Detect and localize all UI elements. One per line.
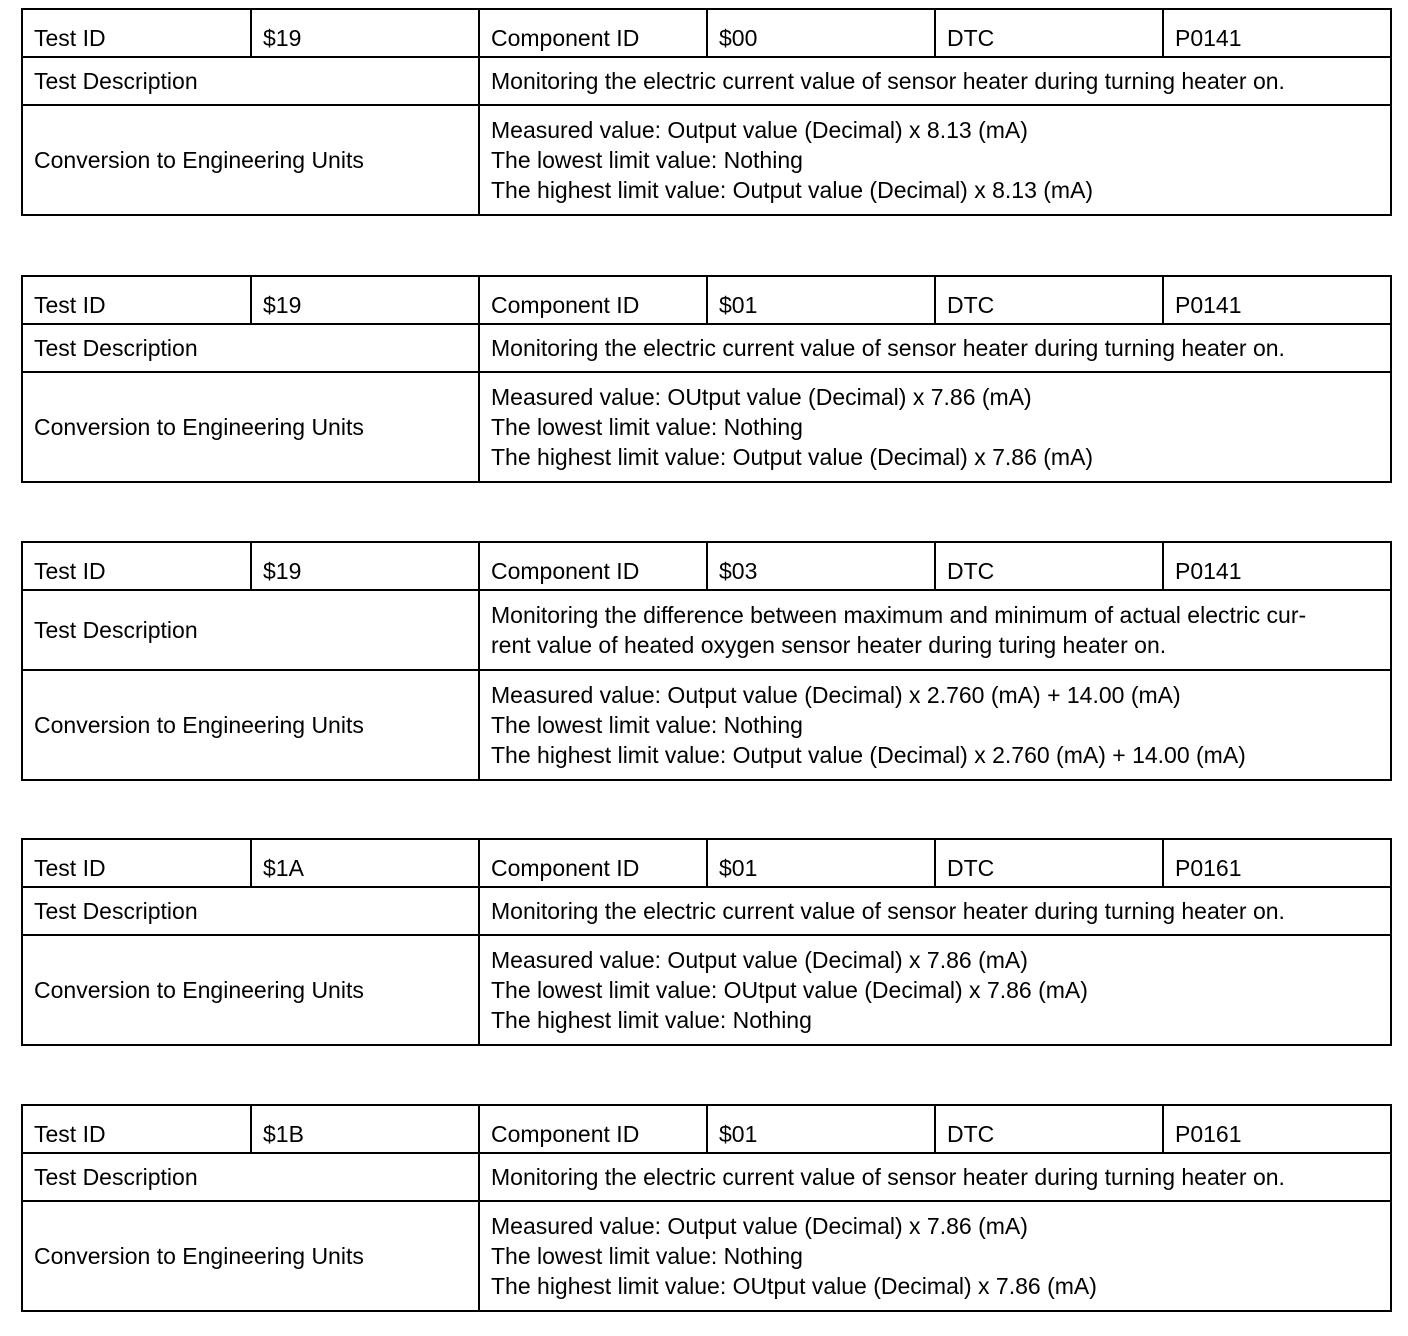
lowest-limit-line: The lowest limit value: Nothing xyxy=(491,147,803,173)
component-id-value: $01 xyxy=(707,1105,935,1153)
dtc-value: P0141 xyxy=(1163,542,1391,590)
conversion-label: Conversion to Engineering Units xyxy=(22,105,479,215)
test-description-label: Test Description xyxy=(22,887,479,935)
dtc-value: P0141 xyxy=(1163,276,1391,324)
lowest-limit-line: The lowest limit value: Nothing xyxy=(491,414,803,440)
conversion-row xyxy=(22,372,1391,482)
component-id-value: $00 xyxy=(707,9,935,57)
conversion-row xyxy=(22,670,1391,780)
description-line: rent value of heated oxygen sensor heater during turing heater on. xyxy=(491,632,1167,658)
description-row xyxy=(22,887,1391,935)
conversion-row xyxy=(22,105,1391,215)
conversion-value xyxy=(479,105,1391,215)
component-id-value: $03 xyxy=(707,542,935,590)
conversion-row xyxy=(22,1201,1391,1311)
description-line: Monitoring the electric current value of sensor heater during turning heater on. xyxy=(491,335,1285,361)
conversion-label: Conversion to Engineering Units xyxy=(22,1201,479,1311)
test-id-value: $19 xyxy=(251,542,479,590)
test-id-label: Test ID xyxy=(22,839,251,887)
test-description-label: Test Description xyxy=(22,1153,479,1201)
component-id-value: $01 xyxy=(707,839,935,887)
test-description-value xyxy=(479,590,1391,670)
spec-table-5 xyxy=(21,1104,1392,1312)
component-id-label: Component ID xyxy=(479,9,707,57)
spec-table-3 xyxy=(21,541,1392,781)
header-row xyxy=(22,1105,1391,1153)
description-line: Monitoring the difference between maximum and minimum of actual electric cur- xyxy=(491,602,1307,628)
dtc-label: DTC xyxy=(935,839,1163,887)
test-description-value xyxy=(479,57,1391,105)
dtc-value: P0161 xyxy=(1163,839,1391,887)
description-row xyxy=(22,1153,1391,1201)
description-row xyxy=(22,57,1391,105)
header-row xyxy=(22,542,1391,590)
header-row xyxy=(22,276,1391,324)
test-id-value: $1A xyxy=(251,839,479,887)
description-row xyxy=(22,590,1391,670)
conversion-value xyxy=(479,372,1391,482)
description-line: Monitoring the electric current value of sensor heater during turning heater on. xyxy=(491,1164,1285,1190)
component-id-value: $01 xyxy=(707,276,935,324)
dtc-label: DTC xyxy=(935,9,1163,57)
highest-limit-line: The highest limit value: Nothing xyxy=(491,1007,812,1033)
component-id-label: Component ID xyxy=(479,1105,707,1153)
component-id-label: Component ID xyxy=(479,542,707,590)
measured-value-line: Measured value: Output value (Decimal) x 8.13 (mA) xyxy=(491,117,1028,143)
test-description-value xyxy=(479,324,1391,372)
lowest-limit-line: The lowest limit value: OUtput value (Decimal) x 7.86 (mA) xyxy=(491,977,1088,1003)
test-description-label: Test Description xyxy=(22,324,479,372)
test-id-label: Test ID xyxy=(22,9,251,57)
dtc-label: DTC xyxy=(935,276,1163,324)
dtc-label: DTC xyxy=(935,1105,1163,1153)
conversion-value xyxy=(479,670,1391,780)
spec-table-2 xyxy=(21,275,1392,483)
measured-value-line: Measured value: Output value (Decimal) x 7.86 (mA) xyxy=(491,947,1028,973)
test-description-value xyxy=(479,1153,1391,1201)
dtc-value: P0161 xyxy=(1163,1105,1391,1153)
test-id-label: Test ID xyxy=(22,276,251,324)
lowest-limit-line: The lowest limit value: Nothing xyxy=(491,1243,803,1269)
highest-limit-line: The highest limit value: OUtput value (Decimal) x 7.86 (mA) xyxy=(491,1273,1097,1299)
lowest-limit-line: The lowest limit value: Nothing xyxy=(491,712,803,738)
header-row xyxy=(22,839,1391,887)
description-line: Monitoring the electric current value of sensor heater during turning heater on. xyxy=(491,68,1285,94)
measured-value-line: Measured value: Output value (Decimal) x 2.760 (mA) + 14.00 (mA) xyxy=(491,682,1181,708)
measured-value-line: Measured value: OUtput value (Decimal) x 7.86 (mA) xyxy=(491,384,1032,410)
conversion-value xyxy=(479,935,1391,1045)
highest-limit-line: The highest limit value: Output value (Decimal) x 8.13 (mA) xyxy=(491,177,1094,203)
header-row xyxy=(22,9,1391,57)
test-id-label: Test ID xyxy=(22,542,251,590)
conversion-label: Conversion to Engineering Units xyxy=(22,670,479,780)
conversion-value xyxy=(479,1201,1391,1311)
test-id-value: $1B xyxy=(251,1105,479,1153)
description-line: Monitoring the electric current value of sensor heater during turning heater on. xyxy=(491,898,1285,924)
conversion-label: Conversion to Engineering Units xyxy=(22,372,479,482)
component-id-label: Component ID xyxy=(479,276,707,324)
test-description-label: Test Description xyxy=(22,57,479,105)
dtc-label: DTC xyxy=(935,542,1163,590)
test-id-label: Test ID xyxy=(22,1105,251,1153)
description-row xyxy=(22,324,1391,372)
spec-table-1 xyxy=(21,8,1392,216)
conversion-label: Conversion to Engineering Units xyxy=(22,935,479,1045)
dtc-value: P0141 xyxy=(1163,9,1391,57)
component-id-label: Component ID xyxy=(479,839,707,887)
test-id-value: $19 xyxy=(251,9,479,57)
spec-table-4 xyxy=(21,838,1392,1046)
highest-limit-line: The highest limit value: Output value (Decimal) x 7.86 (mA) xyxy=(491,444,1094,470)
test-description-label: Test Description xyxy=(22,590,479,670)
conversion-row xyxy=(22,935,1391,1045)
highest-limit-line: The highest limit value: Output value (Decimal) x 2.760 (mA) + 14.00 (mA) xyxy=(491,742,1246,768)
test-id-value: $19 xyxy=(251,276,479,324)
test-description-value xyxy=(479,887,1391,935)
measured-value-line: Measured value: Output value (Decimal) x 7.86 (mA) xyxy=(491,1213,1028,1239)
